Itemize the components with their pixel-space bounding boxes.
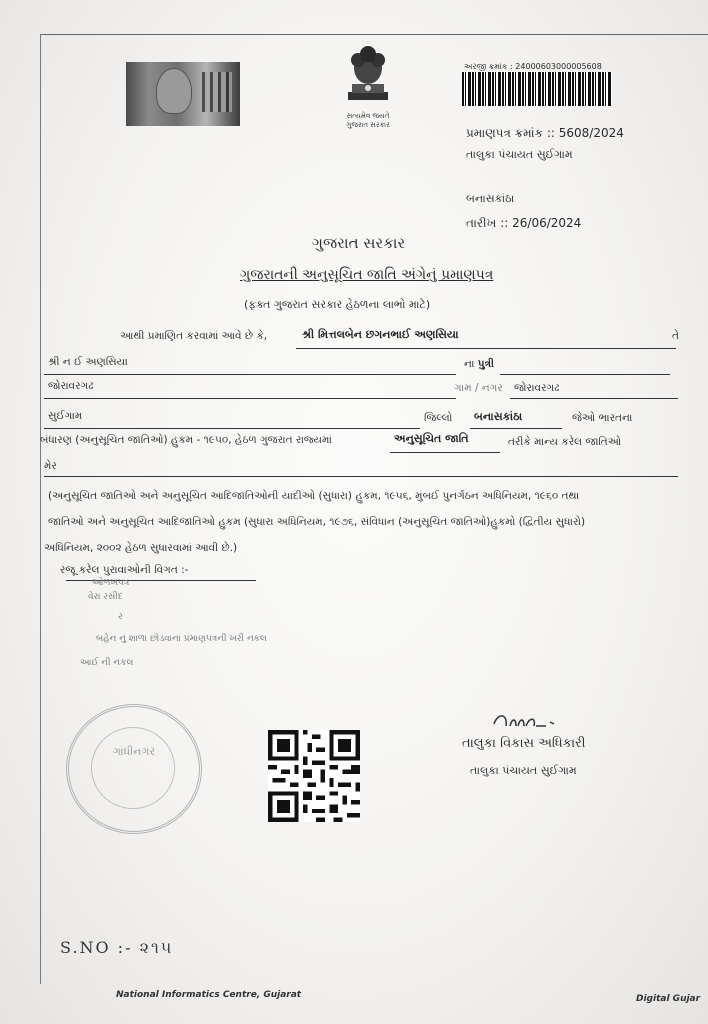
emblem-motto: સત્યમેવ જયતે [346,112,390,120]
page-edge-left [40,34,41,984]
government-title: ગુજરાત સરકાર [312,234,406,252]
emblem-label: ગુજરાત સરકાર [346,121,390,129]
qr-code [268,728,360,824]
office-seal [66,704,202,834]
certificate-subtitle: (ફક્ત ગુજરાત સરકાર હેઠળના લાભો માટે) [244,298,431,311]
seal-text: ગાંધીનગર [112,745,156,758]
recognized-text: તરીકે માન્ય કરેલ જાતિઓ [508,436,622,448]
certificate-title: ગુજરાતની અનુસૂચિત જાતિ અંગેનું પ્રમાણપત્ર [240,267,494,283]
reference-number: અરજી ક્રમાંક : 24000603000005608 [464,62,602,71]
evidence-item-4: બહેન નું શાળા છોડવાનાં પ્રમાણપત્રની ખરી નકલ [96,634,267,644]
district-header: બનાસકાંઠા [466,192,515,205]
act-paragraph-line1: (અનુસૂચિત જાતિઓ અને અનુસૂચિત આદિજાતિઓની યાદીઓ (સુધારા) હુકમ, ૧૯૫૬, મુંબઈ પુનર્ગઠન અધિનિયમ, ૧૯૬૦ તથા [48,490,580,502]
footer-right: Digital Gujar [636,994,701,1004]
signatory-office: તાલુકા પંચાયત સુઈગામ [470,764,577,777]
citizen-text: જેઓ ભારતના [572,412,633,424]
applicant-photo [126,62,240,126]
residence-name: જોરાવરગઢ [48,380,94,392]
certificate-number: પ્રમાણપત્ર ક્રમાંક :: 5608/2024 [466,126,624,140]
caste-category: અનુસૂચિત જાતિ [394,432,469,445]
district-label: જિલ્લો [424,412,453,424]
evidence-item-5: આઈ ની નકલ [80,658,134,668]
certify-text: આથી પ્રમાણિત કરવામાં આવે છે કે, [120,330,268,342]
act-paragraph-line3: અધિનિયમ, ૨૦૦૨ હેઠળ સુધારવામાં આવી છે.) [44,542,238,554]
evidence-item-2: વેરા રસીદ [88,592,123,602]
parent-name: શ્રી ન ઈ અણસિયા [48,356,128,368]
national-emblem-icon [338,40,398,110]
handwritten-serial: S.NO :- ૨૧૫ [60,938,174,957]
emblem-caption [330,112,406,130]
footer-left: National Informatics Centre, Gujarat [116,990,302,1000]
order-text: બંધારણ (અનુસૂચિત જાતિઓ) હુકમ - ૧૯૫૦, હેઠળ ગુજરાત રાજ્યમાં [40,434,332,446]
district-value: બનાસકાંઠા [474,410,523,423]
issuing-office: તાલુકા પંચાયત સુઈગામ [466,148,573,161]
evidence-item-1: ઓળખપત્ર [92,578,130,588]
village-value: જોરાવરગઢ [514,382,560,394]
signatory-title: તાલુકા વિકાસ અધિકારી [462,736,586,751]
taluka-value: સુઈગામ [48,410,83,422]
evidence-heading: રજૂ કરેલ પુરાવાઓની વિગત :- [60,564,189,576]
village-label: ગામ / નગર [454,382,503,394]
barcode [462,72,612,106]
issue-date: તારીખ :: 26/06/2024 [466,216,582,230]
caste-line: મેર [44,460,57,472]
act-paragraph-line2: જાતિઓ અને અનુસૂચિત આદિજાતિઓ હુકમ (સુધારા અધિનિયમ, ૧૯૭૬, સંવિધાન (અનુસૂચિત જાતિઓ)હુકમો (દ્વિતીય સુધારો) [48,516,586,528]
relation-label: ના પુત્રી [464,358,495,370]
name-suffix: તે [672,330,679,342]
evidence-item-3: ર [118,612,123,622]
signature-icon [490,708,570,736]
applicant-name: શ્રી મિત્તલબેન છગનભાઈ અણસિયા [302,328,459,341]
page-edge-top [40,34,708,35]
